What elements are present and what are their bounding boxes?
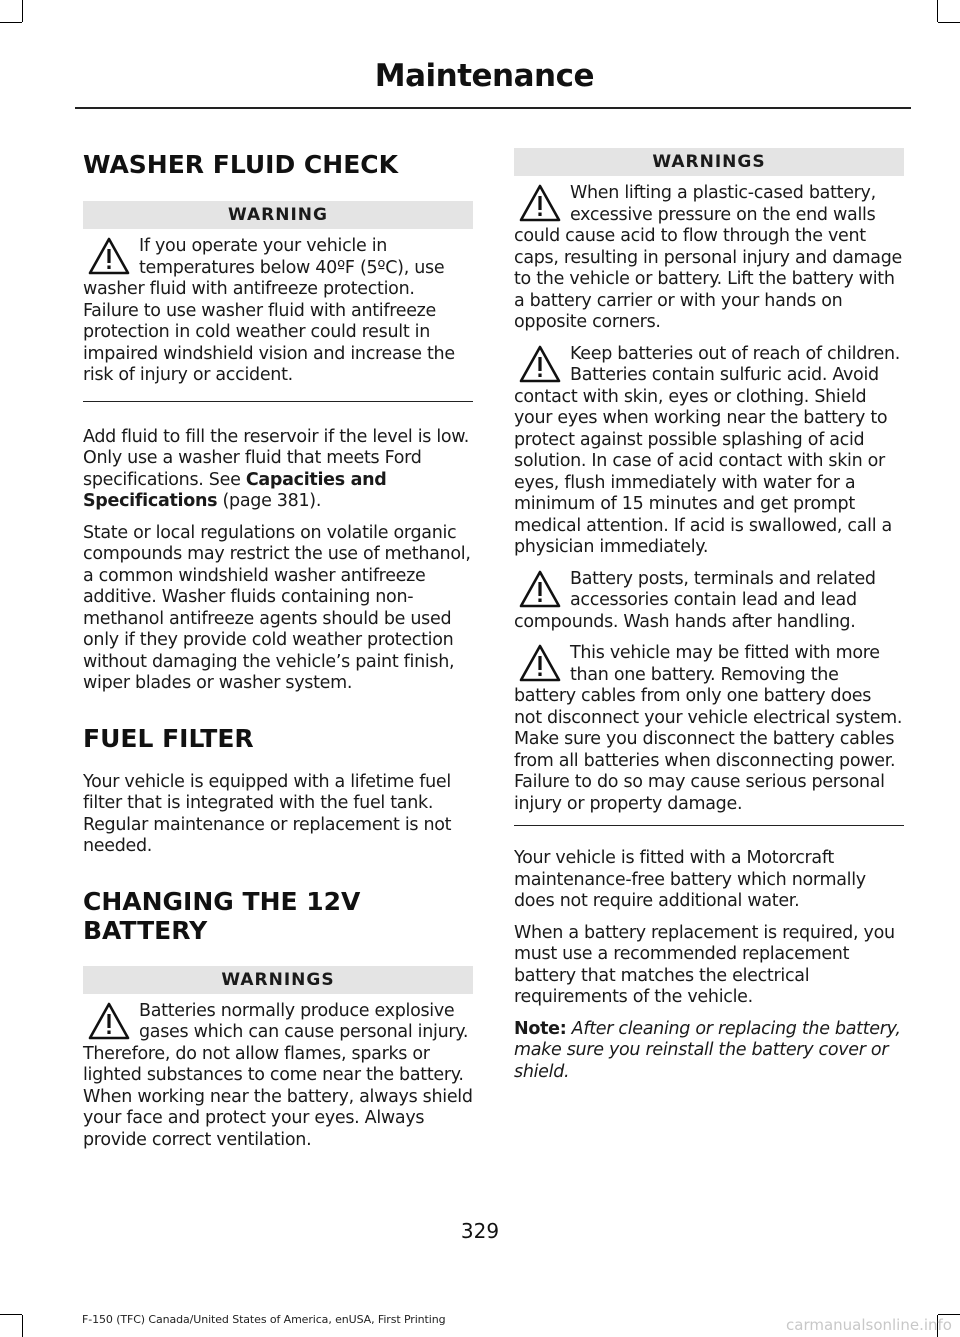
- crop-mark: [22, 0, 23, 22]
- paragraph: State or local regulations on volatile organic compounds may restrict the use of methanol, a common windshield washer antifreeze additive. Washer fluids containing non-methanol antifreeze agents should be used only if they provide cold weather protection without damaging the vehicle’s paint finish, wiper blades or washer system.: [83, 522, 471, 693]
- warning-block: [83, 236, 473, 387]
- watermark: carmanualsonline.info: [786, 1316, 952, 1334]
- paragraph: Your vehicle is fitted with a Motorcraft maintenance-free battery which normally does not require additional water.: [514, 848, 866, 911]
- warning-block: [83, 1001, 473, 1152]
- paragraph: When a battery replacement is required, you must use a recommended replacement battery that matches the electrical requirements of the vehicle.: [514, 922, 895, 1007]
- cross-reference-link[interactable]: Capacities and Specifications: [83, 469, 387, 511]
- warning-text: If you operate your vehicle in temperatures below 40ºF (5ºC), use washer fluid with antifreeze protection. Failure to use washer fluid with antifreeze protection in cold weather could result in impaired windshield vision and increase the risk of injury or accident.: [83, 236, 455, 385]
- warning-triangle-icon: [518, 643, 562, 683]
- crop-mark: [0, 1314, 22, 1315]
- paragraph: Your vehicle is equipped with a lifetime fuel filter that is integrated with the fuel tank. Regular maintenance or replacement is not needed.: [83, 771, 452, 856]
- warning-text: Keep batteries out of reach of children. Batteries contain sulfuric acid. Avoid contact with skin, eyes or clothing. Shield your eyes when working near the battery to protect against possible splashing of acid solution. In case of acid contact with skin or eyes, flush immediately with water for a minimum of 15 minutes and get prompt medical attention. If acid is swallowed, call a physician immediately.: [514, 343, 901, 557]
- note-label: Note:: [514, 1018, 567, 1039]
- warning-triangle-icon: [518, 183, 562, 223]
- page-reference: (page 381).: [217, 491, 322, 511]
- paragraph-text: Add fluid to fill the reservoir if the level is low. Only use a washer fluid that meets Ford specifications. See: [83, 426, 469, 490]
- crop-mark: [938, 22, 960, 23]
- crop-mark: [0, 22, 22, 23]
- warnings-header: WARNINGS: [83, 966, 473, 994]
- warning-text: This vehicle may be fitted with more than one battery. Removing the battery cables from only one battery does not disconnect your vehicle electrical system. Make sure you disconnect the battery cables from all batteries when disconnecting power. Failure to do so may cause serious personal injury or property damage.: [514, 643, 903, 814]
- warning-text: When lifting a plastic-cased battery, excessive pressure on the end walls could cause acid to flow through the vent caps, resulting in personal injury and damage to the vehicle or battery. Lift the battery with a battery carrier or with your hands on opposite corners.: [514, 183, 902, 332]
- section-rule: [83, 401, 473, 402]
- warnings-header: WARNINGS: [514, 148, 904, 176]
- warning-text: Battery posts, terminals and related accessories contain lead and lead compounds. Wash hands after handling.: [514, 568, 876, 632]
- header-rule: [75, 107, 911, 109]
- crop-mark: [22, 1315, 23, 1337]
- warning-triangle-icon: [87, 1001, 131, 1041]
- edition-footer: F-150 (TFC) Canada/United States of America, enUSA, First Printing: [82, 1313, 446, 1326]
- warning-triangle-icon: [87, 236, 131, 276]
- right-column: [514, 146, 904, 1083]
- warning-block: [514, 569, 904, 634]
- warning-header: WARNING: [83, 201, 473, 229]
- page-number: 329: [460, 1219, 500, 1243]
- washer-heading: WASHER FLUID CHECK: [83, 150, 399, 179]
- paragraph: [83, 427, 473, 513]
- warning-text: Batteries normally produce explosive gases which can cause personal injury. Therefore, do not allow flames, sparks or lighted substances to come near the battery. When working near the battery, always shield your face and protect your eyes. Always provide correct ventilation.: [83, 1000, 473, 1150]
- page-title: Maintenance: [374, 58, 594, 94]
- warning-block: [514, 643, 904, 815]
- note-text: After cleaning or replacing the battery, make sure you reinstall the battery cover or shield.: [514, 1018, 901, 1082]
- section-rule: [514, 825, 904, 826]
- note: [514, 1019, 904, 1084]
- crop-mark: [937, 0, 938, 22]
- warning-block: [514, 344, 904, 559]
- crop-mark: [938, 1314, 960, 1315]
- warning-block: [514, 183, 904, 334]
- warning-triangle-icon: [518, 344, 562, 384]
- left-column: [83, 146, 473, 1161]
- fuel-heading: FUEL FILTER: [83, 723, 254, 753]
- warning-triangle-icon: [518, 569, 562, 609]
- battery-heading: CHANGING THE 12V BATTERY: [83, 886, 361, 945]
